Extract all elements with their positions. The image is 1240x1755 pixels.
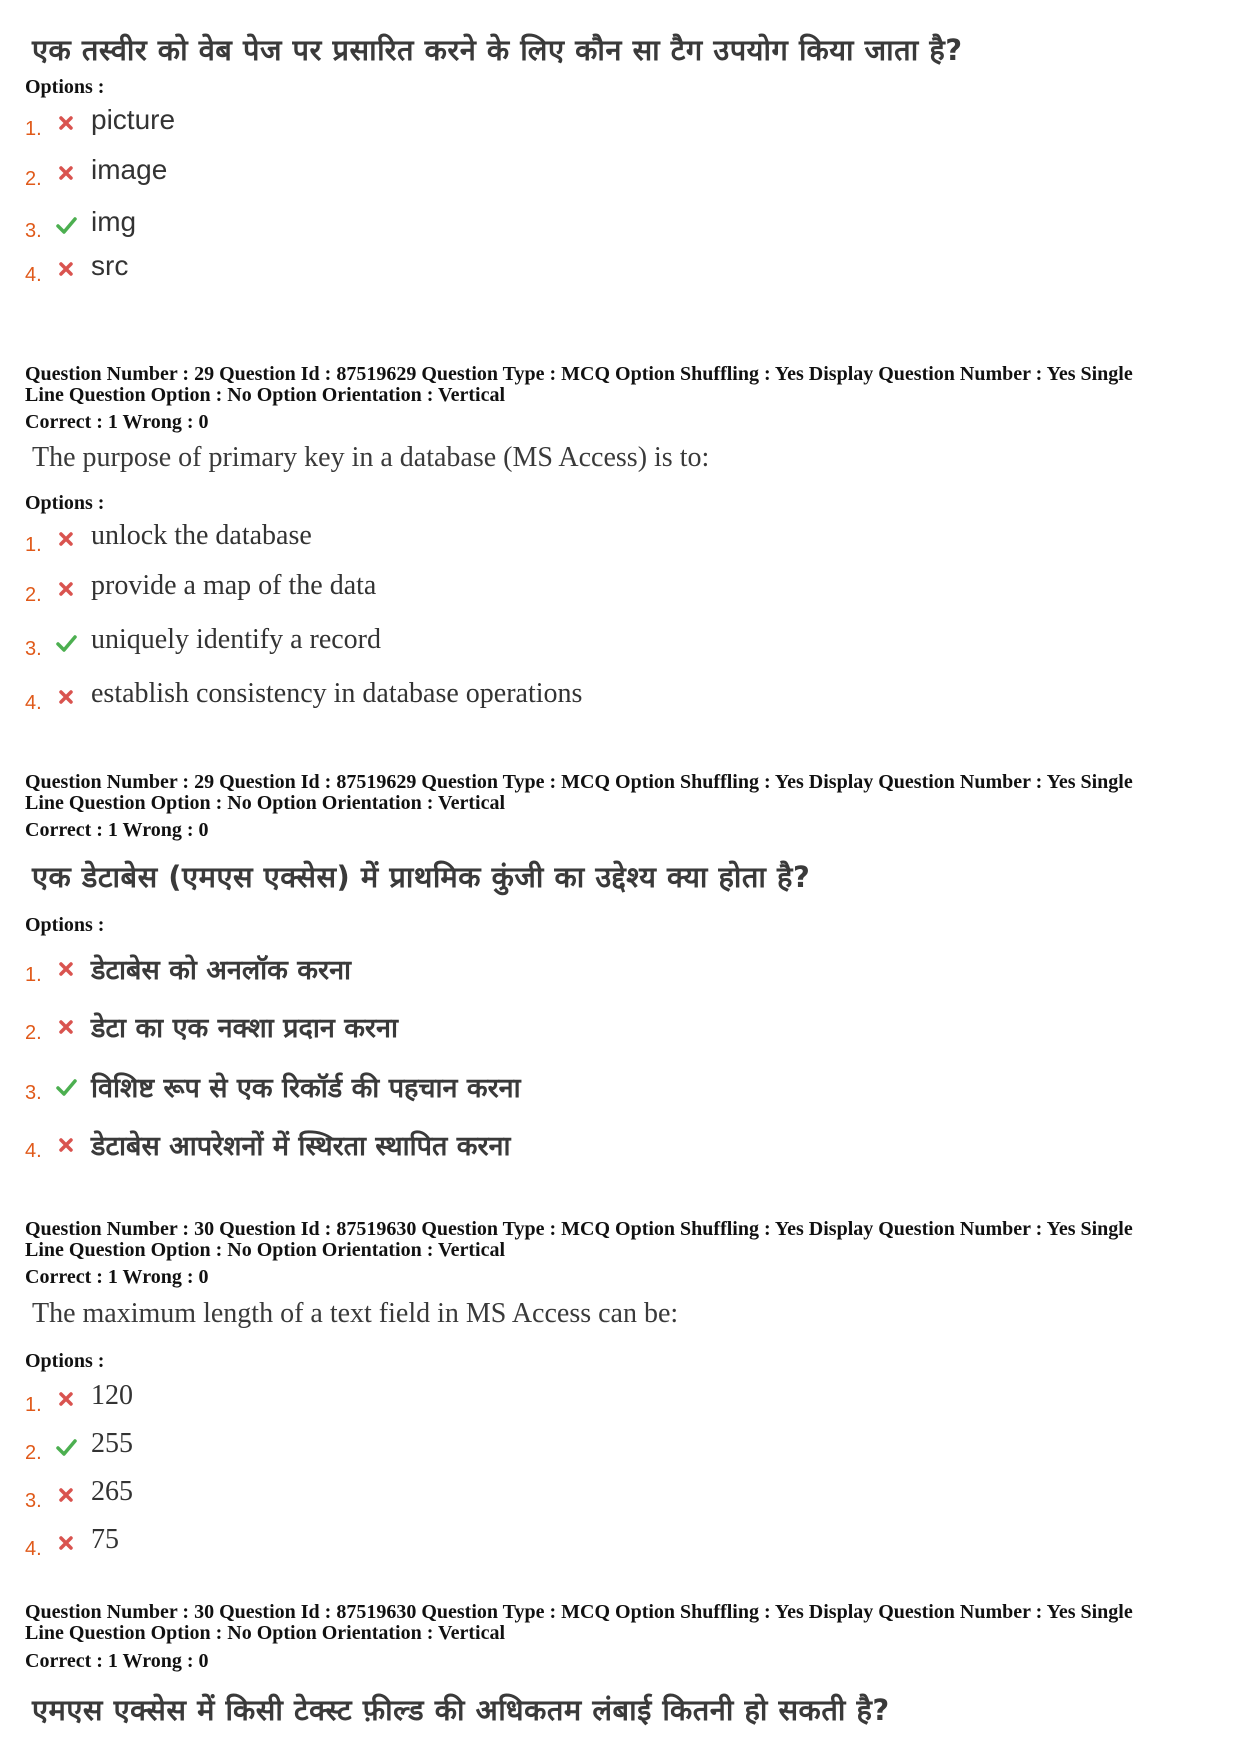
options-label: Options : (25, 1350, 105, 1372)
cross-icon (55, 958, 77, 980)
option-text: विशिष्ट रूप से एक रिकॉर्ड की पहचान करना (91, 1073, 521, 1104)
options-label: Options : (25, 76, 105, 98)
options-label: Options : (25, 914, 105, 936)
option-text: 255 (91, 1428, 133, 1459)
cross-icon (55, 1484, 77, 1506)
option-number: 3. (25, 638, 42, 660)
option-number: 2. (25, 584, 42, 606)
option-text: डेटा का एक नक्शा प्रदान करना (91, 1013, 398, 1044)
meta-line-1: Question Number : 29 Question Id : 87519629 Question Type : MCQ Option Shuffling : Yes Display Question Number : Yes Single (25, 363, 1133, 385)
option-number: 1. (25, 118, 42, 140)
option-number: 4. (25, 692, 42, 714)
option-text: img (91, 206, 137, 237)
cross-icon (55, 578, 77, 600)
correct-wrong: Correct : 1 Wrong : 0 (25, 819, 209, 841)
option-number: 4. (25, 1538, 42, 1560)
option-text: image (91, 154, 168, 185)
option-number: 4. (25, 264, 42, 286)
check-icon (55, 1436, 77, 1458)
check-icon (55, 214, 77, 236)
option-text: establish consistency in database operations (91, 678, 583, 709)
question-meta (25, 1602, 1215, 1644)
option-text: 265 (91, 1476, 133, 1507)
option-number: 3. (25, 1490, 42, 1512)
question-text: एक डेटाबेस (एमएस एक्सेस) में प्राथमिक कुंजी का उद्देश्य क्या होता है? (32, 860, 811, 894)
cross-icon (55, 1532, 77, 1554)
question-text: एक तस्वीर को वेब पेज पर प्रसारित करने के लिए कौन सा टैग उपयोग किया जाता है? (32, 33, 963, 67)
correct-wrong: Correct : 1 Wrong : 0 (25, 411, 209, 433)
cross-icon (55, 162, 77, 184)
question-meta (25, 772, 1215, 814)
option-text: src (91, 250, 129, 281)
cross-icon (55, 1016, 77, 1038)
option-text: picture (91, 104, 176, 135)
correct-wrong: Correct : 1 Wrong : 0 (25, 1266, 209, 1288)
option-number: 1. (25, 1394, 42, 1416)
option-number: 3. (25, 1082, 42, 1104)
option-number: 3. (25, 220, 42, 242)
meta-line-2: Line Question Option : No Option Orientation : Vertical (25, 1239, 506, 1261)
option-number: 1. (25, 534, 42, 556)
cross-icon (55, 258, 77, 280)
cross-icon (55, 1134, 77, 1156)
check-icon (55, 1076, 77, 1098)
option-text: uniquely identify a record (91, 624, 382, 655)
meta-line-1: Question Number : 29 Question Id : 87519629 Question Type : MCQ Option Shuffling : Yes Display Question Number : Yes Single (25, 771, 1133, 793)
cross-icon (55, 1388, 77, 1410)
meta-line-1: Question Number : 30 Question Id : 87519630 Question Type : MCQ Option Shuffling : Yes Display Question Number : Yes Single (25, 1601, 1133, 1623)
option-number: 2. (25, 1022, 42, 1044)
check-icon (55, 632, 77, 654)
option-text: provide a map of the data (91, 570, 377, 601)
correct-wrong: Correct : 1 Wrong : 0 (25, 1650, 209, 1672)
question-text: The maximum length of a text field in MS Access can be: (32, 1298, 679, 1329)
question-meta (25, 1219, 1215, 1261)
meta-line-2: Line Question Option : No Option Orientation : Vertical (25, 792, 506, 814)
cross-icon (55, 686, 77, 708)
option-number: 2. (25, 168, 42, 190)
option-number: 1. (25, 964, 42, 986)
option-text: unlock the database (91, 520, 312, 551)
option-text: 75 (91, 1524, 119, 1555)
option-number: 2. (25, 1442, 42, 1464)
cross-icon (55, 112, 77, 134)
question-text: एमएस एक्सेस में किसी टेक्स्ट फ़ील्ड की अधिकतम लंबाई कितनी हो सकती है? (32, 1693, 890, 1727)
cross-icon (55, 528, 77, 550)
meta-line-2: Line Question Option : No Option Orientation : Vertical (25, 1622, 506, 1644)
meta-line-1: Question Number : 30 Question Id : 87519630 Question Type : MCQ Option Shuffling : Yes Display Question Number : Yes Single (25, 1218, 1133, 1240)
option-text: 120 (91, 1380, 133, 1411)
question-text: The purpose of primary key in a database (MS Access) is to: (32, 442, 710, 473)
option-number: 4. (25, 1140, 42, 1162)
question-meta (25, 364, 1215, 406)
meta-line-2: Line Question Option : No Option Orientation : Vertical (25, 384, 506, 406)
option-text: डेटाबेस को अनलॉक करना (91, 955, 352, 986)
option-text: डेटाबेस आपरेशनों में स्थिरता स्थापित करना (91, 1131, 511, 1162)
options-label: Options : (25, 492, 105, 514)
